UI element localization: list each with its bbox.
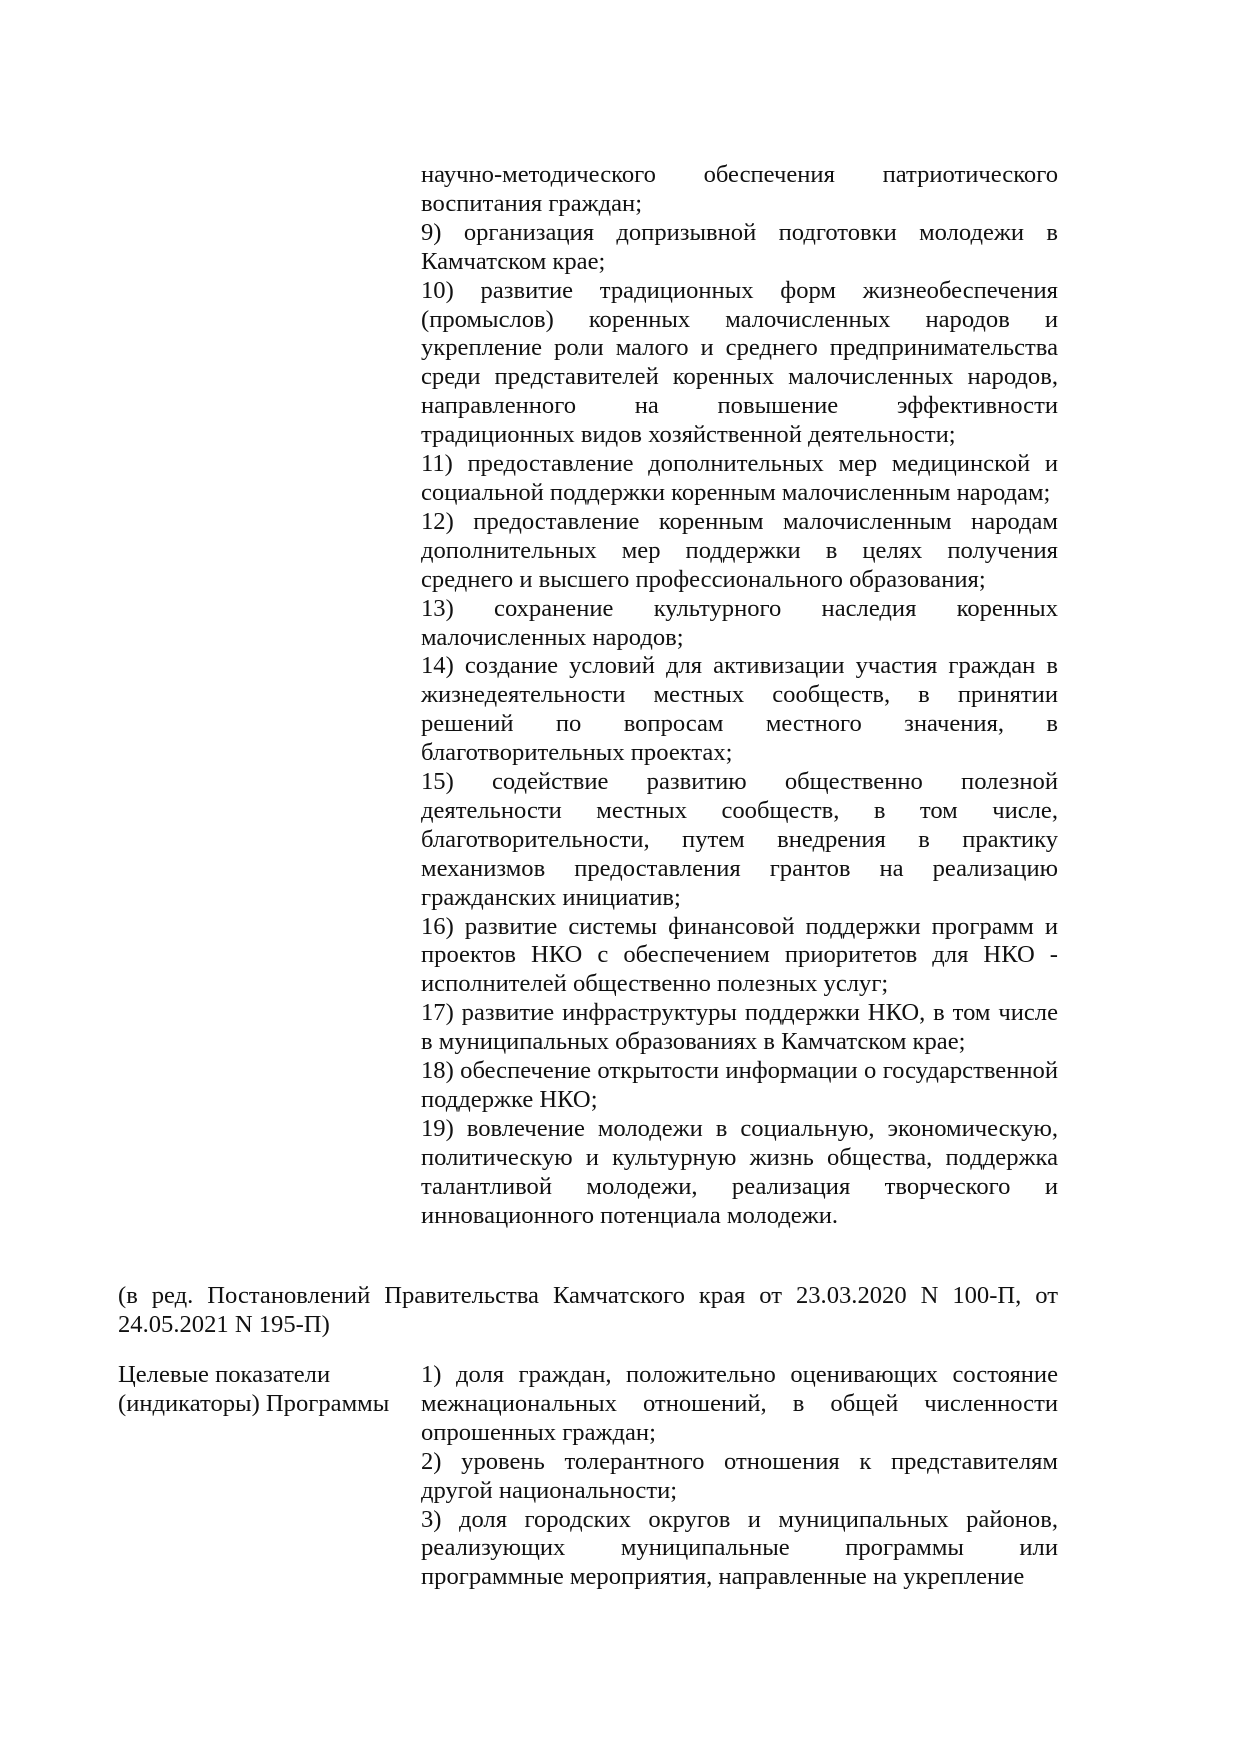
list-item: 12) предоставление коренным малочисленным народам дополнительных мер поддержки в целях получения среднего и высшего профессионального образования; xyxy=(421,507,1058,593)
edition-note: (в ред. Постановлений Правительства Камчатского края от 23.03.2020 N 100-П, от 24.05.2021 N 195-П) xyxy=(118,1282,1058,1338)
list-item: 18) обеспечение открытости информации о государственной поддержке НКО; xyxy=(421,1057,1058,1113)
list-item: 17) развитие инфраструктуры поддержки НКО, в том числе в муниципальных образованиях в Камчатском крае; xyxy=(421,999,1058,1056)
list-item: 14) создание условий для активизации участия граждан в жизнедеятельности местных сообществ, в принятии решений по вопросам местного значения, в благотворительных проектах; xyxy=(421,652,1058,767)
indicators-list xyxy=(421,1361,1058,1592)
list-item: 10) развитие традиционных форм жизнеобеспечения (промыслов) коренных малочисленных народов и укрепление роли малого и среднего предпринимательства среди представителей коренных малочисленных народов, направленного на повышение эффективности традиционных видов хозяйственной деятельности; xyxy=(421,276,1058,449)
program-tasks-list xyxy=(421,161,1058,1231)
list-item: 3) доля городских округов и муниципальных районов, реализующих муниципальные программы или программные мероприятия, направленные на укрепление xyxy=(421,1505,1058,1591)
list-item: 15) содействие развитию общественно полезной деятельности местных сообществ, в том числе, благотворительности, путем внедрения в практику механизмов предоставления грантов на реализацию гражданских инициатив; xyxy=(421,768,1058,911)
list-item: 16) развитие системы финансовой поддержки программ и проектов НКО с обеспечением приоритетов для НКО - исполнителей общественно полезных услуг; xyxy=(421,912,1058,998)
list-item: 9) организация допризывной подготовки молодежи в Камчатском крае; xyxy=(421,218,1058,275)
indicators-label-line: Целевые показатели xyxy=(118,1361,331,1388)
list-item: 1) доля граждан, положительно оценивающих состояние межнациональных отношений, в общей численности опрошенных граждан; xyxy=(421,1361,1058,1446)
list-item: 11) предоставление дополнительных мер медицинской и социальной поддержки коренным малочисленным народам; xyxy=(421,450,1058,506)
list-item: 19) вовлечение молодежи в социальную, экономическую, политическую и культурную жизнь общества, поддержка талантливой молодежи, реализация творческого и инновационного потенциала молодежи. xyxy=(421,1114,1058,1229)
list-item: 2) уровень толерантного отношения к представителям другой национальности; xyxy=(421,1447,1058,1504)
indicators-label xyxy=(118,1361,408,1419)
list-item: 13) сохранение культурного наследия коренных малочисленных народов; xyxy=(421,594,1058,651)
list-item: научно-методического обеспечения патриотического воспитания граждан; xyxy=(421,161,1058,217)
indicators-label-line: (индикаторы) Программы xyxy=(118,1389,390,1417)
